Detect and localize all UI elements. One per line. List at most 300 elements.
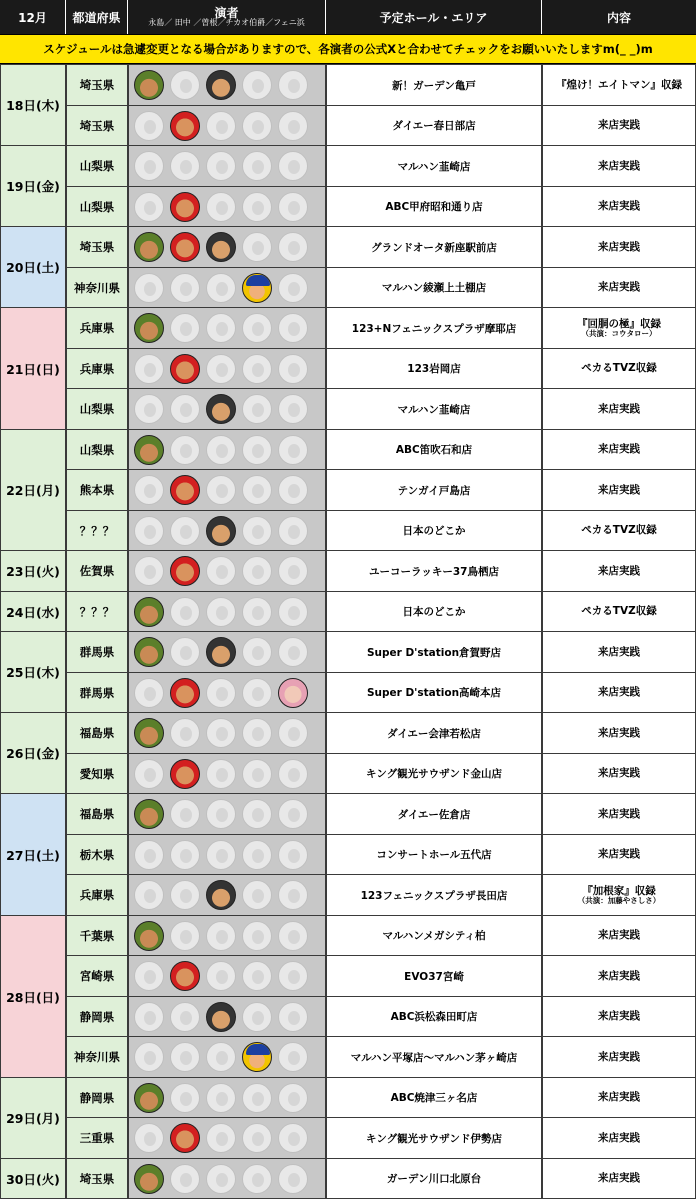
content-label: 来店実践 xyxy=(598,767,640,780)
prefecture-cell: 群馬県 xyxy=(66,631,128,673)
date-cell: 28日(日) xyxy=(0,915,66,1078)
sone-avatar-icon xyxy=(206,556,236,586)
performers-cell xyxy=(128,1077,326,1118)
content-cell xyxy=(542,429,696,470)
performer-names: 永島／ 田中 ／曽根／チカオ伯爵／フェニ浜 xyxy=(148,18,305,28)
nagashima-avatar-icon xyxy=(134,192,164,222)
sone-avatar-icon xyxy=(206,637,236,667)
prefecture-cell: ？？？ xyxy=(66,510,128,551)
prefecture-cell: 福島県 xyxy=(66,712,128,754)
performers-cell xyxy=(128,186,326,227)
sone-avatar-icon xyxy=(206,678,236,708)
content-costar-note: （共演：加藤やさしさ） xyxy=(577,895,661,905)
sone-avatar-icon xyxy=(206,192,236,222)
chikao-hakushaku-avatar-icon xyxy=(242,1002,272,1032)
chikao-hakushaku-avatar-icon xyxy=(242,354,272,384)
fenihama-avatar-icon xyxy=(278,435,308,465)
prefecture-cell: 群馬県 xyxy=(66,672,128,713)
performers-cell xyxy=(128,469,326,511)
chikao-hakushaku-avatar-icon xyxy=(242,232,272,262)
sone-avatar-icon xyxy=(206,1164,236,1194)
venue-cell: 日本のどこか xyxy=(326,591,542,632)
chikao-hakushaku-avatar-icon xyxy=(242,1164,272,1194)
fenihama-avatar-icon xyxy=(278,678,308,708)
prefecture-cell: 兵庫県 xyxy=(66,348,128,389)
content-cell xyxy=(542,105,696,146)
performers-cell xyxy=(128,388,326,430)
venue-cell: Super D'station高崎本店 xyxy=(326,672,542,713)
chikao-hakushaku-avatar-icon xyxy=(242,1123,272,1153)
prefecture-cell: 兵庫県 xyxy=(66,874,128,916)
prefecture-cell: 宮崎県 xyxy=(66,955,128,997)
tanaka-avatar-icon xyxy=(170,961,200,991)
fenihama-avatar-icon xyxy=(278,475,308,505)
prefecture-cell: 埼玉県 xyxy=(66,1158,128,1199)
sone-avatar-icon xyxy=(206,111,236,141)
tanaka-avatar-icon xyxy=(170,678,200,708)
chikao-hakushaku-avatar-icon xyxy=(242,516,272,546)
fenihama-avatar-icon xyxy=(278,1164,308,1194)
fenihama-avatar-icon xyxy=(278,111,308,141)
venue-cell: マルハンメガシティ柏 xyxy=(326,915,542,956)
tanaka-avatar-icon xyxy=(170,475,200,505)
sone-avatar-icon xyxy=(206,921,236,951)
sone-avatar-icon xyxy=(206,354,236,384)
sone-avatar-icon xyxy=(206,1083,236,1113)
sone-avatar-icon xyxy=(206,475,236,505)
tanaka-avatar-icon xyxy=(170,313,200,343)
venue-cell: キング観光サウザンド金山店 xyxy=(326,753,542,794)
chikao-hakushaku-avatar-icon xyxy=(242,394,272,424)
performers-cell xyxy=(128,64,326,106)
content-cell xyxy=(542,388,696,430)
venue-cell: キング観光サウザンド伊勢店 xyxy=(326,1117,542,1159)
prefecture-cell: 山梨県 xyxy=(66,145,128,187)
chikao-hakushaku-avatar-icon xyxy=(242,597,272,627)
content-label: 来店実践 xyxy=(598,200,640,213)
nagashima-avatar-icon xyxy=(134,759,164,789)
prefecture-cell: 神奈川県 xyxy=(66,1036,128,1078)
content-label: 来店実践 xyxy=(598,1050,640,1063)
fenihama-avatar-icon xyxy=(278,232,308,262)
fenihama-avatar-icon xyxy=(278,192,308,222)
prefecture-cell: 栃木県 xyxy=(66,834,128,875)
content-label: 来店実践 xyxy=(598,159,640,172)
content-label: 来店実践 xyxy=(598,240,640,253)
content-cell xyxy=(542,672,696,713)
fenihama-avatar-icon xyxy=(278,70,308,100)
date-cell: 27日(土) xyxy=(0,793,66,916)
venue-cell: マルハン平塚店〜マルハン茅ヶ崎店 xyxy=(326,1036,542,1078)
chikao-hakushaku-avatar-icon xyxy=(242,759,272,789)
fenihama-avatar-icon xyxy=(278,1002,308,1032)
performers-cell xyxy=(128,348,326,389)
content-label: 来店実践 xyxy=(598,1091,640,1104)
content-label: ペカるTVZ収録 xyxy=(581,605,657,618)
prefecture-cell: 三重県 xyxy=(66,1117,128,1159)
prefecture-cell: 熊本県 xyxy=(66,469,128,511)
venue-cell: Super D'station倉賀野店 xyxy=(326,631,542,673)
performers-cell xyxy=(128,834,326,875)
performers-cell xyxy=(128,145,326,187)
content-label: ペカるTVZ収録 xyxy=(581,524,657,537)
notice-banner: スケジュールは急遽変更となる場合がありますので、各演者の公式Xと合わせてチェックをお願いいたしますm(_ _)m xyxy=(0,34,696,64)
content-cell xyxy=(542,1077,696,1118)
tanaka-avatar-icon xyxy=(170,840,200,870)
content-label: 来店実践 xyxy=(598,848,640,861)
nagashima-avatar-icon xyxy=(134,1123,164,1153)
content-cell xyxy=(542,915,696,956)
chikao-hakushaku-avatar-icon xyxy=(242,799,272,829)
content-cell xyxy=(542,348,696,389)
prefecture-cell: 愛知県 xyxy=(66,753,128,794)
sone-avatar-icon xyxy=(206,394,236,424)
nagashima-avatar-icon xyxy=(134,1042,164,1072)
sone-avatar-icon xyxy=(206,1002,236,1032)
prefecture-cell: 埼玉県 xyxy=(66,64,128,106)
sone-avatar-icon xyxy=(206,273,236,303)
tanaka-avatar-icon xyxy=(170,70,200,100)
tanaka-avatar-icon xyxy=(170,273,200,303)
performers-header-title: 演者 xyxy=(214,5,239,20)
performers-cell xyxy=(128,631,326,673)
tanaka-avatar-icon xyxy=(170,232,200,262)
fenihama-avatar-icon xyxy=(278,840,308,870)
performers-cell xyxy=(128,550,326,592)
performers-cell xyxy=(128,429,326,470)
date-cell: 18日(木) xyxy=(0,64,66,146)
content-cell xyxy=(542,753,696,794)
sone-avatar-icon xyxy=(206,70,236,100)
content-label: 来店実践 xyxy=(598,1131,640,1144)
fenihama-avatar-icon xyxy=(278,759,308,789)
nagashima-avatar-icon xyxy=(134,597,164,627)
content-label: 来店実践 xyxy=(598,645,640,658)
venue-cell: ABC笛吹石和店 xyxy=(326,429,542,470)
chikao-hakushaku-avatar-icon xyxy=(242,556,272,586)
content-cell xyxy=(542,996,696,1037)
date-cell: 29日(月) xyxy=(0,1077,66,1159)
date-cell: 25日(木) xyxy=(0,631,66,713)
sone-avatar-icon xyxy=(206,880,236,910)
sone-avatar-icon xyxy=(206,961,236,991)
sone-avatar-icon xyxy=(206,516,236,546)
content-cell xyxy=(542,793,696,835)
performers-cell xyxy=(128,955,326,997)
performers-cell xyxy=(128,226,326,268)
content-label: 『回胴の極』収録 xyxy=(577,317,661,330)
venue-cell: ダイエー春日部店 xyxy=(326,105,542,146)
nagashima-avatar-icon xyxy=(134,475,164,505)
prefecture-cell: 静岡県 xyxy=(66,996,128,1037)
nagashima-avatar-icon xyxy=(134,718,164,748)
chikao-hakushaku-avatar-icon xyxy=(242,678,272,708)
content-label: 来店実践 xyxy=(598,969,640,982)
content-label: 『加根家』収録 xyxy=(582,884,656,897)
nagashima-avatar-icon xyxy=(134,273,164,303)
sone-avatar-icon xyxy=(206,1042,236,1072)
tanaka-avatar-icon xyxy=(170,556,200,586)
content-cell xyxy=(542,145,696,187)
content-cell xyxy=(542,267,696,308)
venue-cell: 123フェニックスプラザ長田店 xyxy=(326,874,542,916)
nagashima-avatar-icon xyxy=(134,799,164,829)
fenihama-avatar-icon xyxy=(278,1083,308,1113)
tanaka-avatar-icon xyxy=(170,1164,200,1194)
nagashima-avatar-icon xyxy=(134,516,164,546)
venue-cell: テンガイ戸島店 xyxy=(326,469,542,511)
nagashima-avatar-icon xyxy=(134,961,164,991)
tanaka-avatar-icon xyxy=(170,880,200,910)
content-label: 来店実践 xyxy=(598,726,640,739)
nagashima-avatar-icon xyxy=(134,921,164,951)
date-cell: 26日(金) xyxy=(0,712,66,794)
content-label: 来店実践 xyxy=(598,564,640,577)
fenihama-avatar-icon xyxy=(278,921,308,951)
sone-avatar-icon xyxy=(206,313,236,343)
content-cell xyxy=(542,550,696,592)
date-cell: 24日(水) xyxy=(0,591,66,632)
content-cell xyxy=(542,510,696,551)
performers-cell xyxy=(128,1036,326,1078)
venue-cell: コンサートホール五代店 xyxy=(326,834,542,875)
prefecture-cell: 千葉県 xyxy=(66,915,128,956)
performers-cell xyxy=(128,915,326,956)
fenihama-avatar-icon xyxy=(278,556,308,586)
tanaka-avatar-icon xyxy=(170,192,200,222)
content-cell xyxy=(542,307,696,349)
sone-avatar-icon xyxy=(206,151,236,181)
nagashima-avatar-icon xyxy=(134,556,164,586)
tanaka-avatar-icon xyxy=(170,799,200,829)
nagashima-avatar-icon xyxy=(134,880,164,910)
prefecture-cell: ？？？ xyxy=(66,591,128,632)
performers-cell xyxy=(128,105,326,146)
prefecture-cell: 山梨県 xyxy=(66,388,128,430)
prefecture-cell: 福島県 xyxy=(66,793,128,835)
tanaka-avatar-icon xyxy=(170,151,200,181)
performers-cell xyxy=(128,996,326,1037)
content-cell xyxy=(542,1036,696,1078)
content-cell xyxy=(542,1117,696,1159)
chikao-hakushaku-avatar-icon xyxy=(242,921,272,951)
venue-cell: 123+Nフェニックスプラザ摩耶店 xyxy=(326,307,542,349)
chikao-hakushaku-avatar-icon xyxy=(242,435,272,465)
chikao-hakushaku-avatar-icon xyxy=(242,151,272,181)
content-label: 来店実践 xyxy=(598,119,640,132)
content-cell xyxy=(542,591,696,632)
prefecture-cell: 山梨県 xyxy=(66,429,128,470)
performers-cell xyxy=(128,753,326,794)
venue-cell: 日本のどこか xyxy=(326,510,542,551)
tanaka-avatar-icon xyxy=(170,1002,200,1032)
fenihama-avatar-icon xyxy=(278,516,308,546)
prefecture-header: 都道府県 xyxy=(66,0,128,34)
content-label: ペカるTVZ収録 xyxy=(581,362,657,375)
prefecture-cell: 埼玉県 xyxy=(66,226,128,268)
date-cell: 22日(月) xyxy=(0,429,66,551)
tanaka-avatar-icon xyxy=(170,354,200,384)
nagashima-avatar-icon xyxy=(134,840,164,870)
content-label: 来店実践 xyxy=(598,402,640,415)
chikao-hakushaku-avatar-icon xyxy=(242,718,272,748)
tanaka-avatar-icon xyxy=(170,1083,200,1113)
nagashima-avatar-icon xyxy=(134,111,164,141)
fenihama-avatar-icon xyxy=(278,597,308,627)
content-header: 内容 xyxy=(542,0,696,34)
nagashima-avatar-icon xyxy=(134,151,164,181)
venue-cell: ABC甲府昭和通り店 xyxy=(326,186,542,227)
content-label: 来店実践 xyxy=(598,1010,640,1023)
performers-cell xyxy=(128,672,326,713)
chikao-hakushaku-avatar-icon xyxy=(242,880,272,910)
content-costar-note: （共演：コウタロー） xyxy=(581,328,657,338)
content-label: 来店実践 xyxy=(598,281,640,294)
chikao-hakushaku-avatar-icon xyxy=(242,1083,272,1113)
performers-cell xyxy=(128,510,326,551)
fenihama-avatar-icon xyxy=(278,151,308,181)
performers-cell xyxy=(128,1158,326,1199)
sone-avatar-icon xyxy=(206,435,236,465)
chikao-hakushaku-avatar-icon xyxy=(242,840,272,870)
sone-avatar-icon xyxy=(206,597,236,627)
fenihama-avatar-icon xyxy=(278,313,308,343)
prefecture-cell: 兵庫県 xyxy=(66,307,128,349)
chikao-hakushaku-avatar-icon xyxy=(242,111,272,141)
nagashima-avatar-icon xyxy=(134,1164,164,1194)
date-cell: 21日(日) xyxy=(0,307,66,430)
content-cell xyxy=(542,874,696,916)
performers-header xyxy=(128,0,326,34)
content-cell xyxy=(542,64,696,106)
date-cell: 23日(火) xyxy=(0,550,66,592)
tanaka-avatar-icon xyxy=(170,1123,200,1153)
performers-cell xyxy=(128,874,326,916)
sone-avatar-icon xyxy=(206,759,236,789)
tanaka-avatar-icon xyxy=(170,597,200,627)
performers-cell xyxy=(128,712,326,754)
chikao-hakushaku-avatar-icon xyxy=(242,70,272,100)
nagashima-avatar-icon xyxy=(134,1083,164,1113)
tanaka-avatar-icon xyxy=(170,516,200,546)
content-label: 来店実践 xyxy=(598,1172,640,1185)
chikao-hakushaku-avatar-icon xyxy=(242,273,272,303)
fenihama-avatar-icon xyxy=(278,354,308,384)
fenihama-avatar-icon xyxy=(278,718,308,748)
nagashima-avatar-icon xyxy=(134,678,164,708)
content-label: 来店実践 xyxy=(598,807,640,820)
sone-avatar-icon xyxy=(206,840,236,870)
venue-cell: グランドオータ新座駅前店 xyxy=(326,226,542,268)
venue-cell: マルハン韮崎店 xyxy=(326,145,542,187)
content-label: 来店実践 xyxy=(598,929,640,942)
date-cell: 20日(土) xyxy=(0,226,66,308)
fenihama-avatar-icon xyxy=(278,1042,308,1072)
prefecture-cell: 静岡県 xyxy=(66,1077,128,1118)
content-cell xyxy=(542,955,696,997)
tanaka-avatar-icon xyxy=(170,435,200,465)
performers-cell xyxy=(128,267,326,308)
content-label: 来店実践 xyxy=(598,686,640,699)
performers-cell xyxy=(128,793,326,835)
fenihama-avatar-icon xyxy=(278,961,308,991)
venue-cell: 123岩岡店 xyxy=(326,348,542,389)
content-cell xyxy=(542,834,696,875)
nagashima-avatar-icon xyxy=(134,637,164,667)
sone-avatar-icon xyxy=(206,799,236,829)
venue-cell: マルハン綾瀬上土棚店 xyxy=(326,267,542,308)
chikao-hakushaku-avatar-icon xyxy=(242,1042,272,1072)
nagashima-avatar-icon xyxy=(134,232,164,262)
content-cell xyxy=(542,226,696,268)
performers-cell xyxy=(128,1117,326,1159)
fenihama-avatar-icon xyxy=(278,1123,308,1153)
nagashima-avatar-icon xyxy=(134,435,164,465)
venue-cell: EVO37宮崎 xyxy=(326,955,542,997)
chikao-hakushaku-avatar-icon xyxy=(242,192,272,222)
nagashima-avatar-icon xyxy=(134,1002,164,1032)
fenihama-avatar-icon xyxy=(278,880,308,910)
month-header: 12月 xyxy=(0,0,66,34)
performers-cell xyxy=(128,307,326,349)
tanaka-avatar-icon xyxy=(170,718,200,748)
fenihama-avatar-icon xyxy=(278,637,308,667)
chikao-hakushaku-avatar-icon xyxy=(242,961,272,991)
tanaka-avatar-icon xyxy=(170,394,200,424)
fenihama-avatar-icon xyxy=(278,273,308,303)
content-cell xyxy=(542,1158,696,1199)
prefecture-cell: 神奈川県 xyxy=(66,267,128,308)
content-cell xyxy=(542,186,696,227)
venue-cell: 新！ガーデン亀戸 xyxy=(326,64,542,106)
nagashima-avatar-icon xyxy=(134,70,164,100)
sone-avatar-icon xyxy=(206,232,236,262)
tanaka-avatar-icon xyxy=(170,111,200,141)
prefecture-cell: 埼玉県 xyxy=(66,105,128,146)
fenihama-avatar-icon xyxy=(278,799,308,829)
date-cell: 19日(金) xyxy=(0,145,66,227)
content-label: 来店実践 xyxy=(598,483,640,496)
content-cell xyxy=(542,712,696,754)
fenihama-avatar-icon xyxy=(278,394,308,424)
tanaka-avatar-icon xyxy=(170,1042,200,1072)
venue-cell: ABC浜松森田町店 xyxy=(326,996,542,1037)
nagashima-avatar-icon xyxy=(134,313,164,343)
venue-cell: ユーコーラッキー37鳥栖店 xyxy=(326,550,542,592)
nagashima-avatar-icon xyxy=(134,394,164,424)
tanaka-avatar-icon xyxy=(170,759,200,789)
venue-cell: ダイエー会津若松店 xyxy=(326,712,542,754)
venue-header: 予定ホール・エリア xyxy=(326,0,542,34)
date-cell: 30日(火) xyxy=(0,1158,66,1199)
chikao-hakushaku-avatar-icon xyxy=(242,637,272,667)
sone-avatar-icon xyxy=(206,1123,236,1153)
venue-cell: ABC焼津三ヶ名店 xyxy=(326,1077,542,1118)
venue-cell: マルハン韮崎店 xyxy=(326,388,542,430)
prefecture-cell: 佐賀県 xyxy=(66,550,128,592)
content-cell xyxy=(542,469,696,511)
content-cell xyxy=(542,631,696,673)
chikao-hakushaku-avatar-icon xyxy=(242,313,272,343)
venue-cell: ダイエー佐倉店 xyxy=(326,793,542,835)
performers-cell xyxy=(128,591,326,632)
sone-avatar-icon xyxy=(206,718,236,748)
venue-cell: ガーデン川口北原台 xyxy=(326,1158,542,1199)
tanaka-avatar-icon xyxy=(170,921,200,951)
tanaka-avatar-icon xyxy=(170,637,200,667)
chikao-hakushaku-avatar-icon xyxy=(242,475,272,505)
nagashima-avatar-icon xyxy=(134,354,164,384)
